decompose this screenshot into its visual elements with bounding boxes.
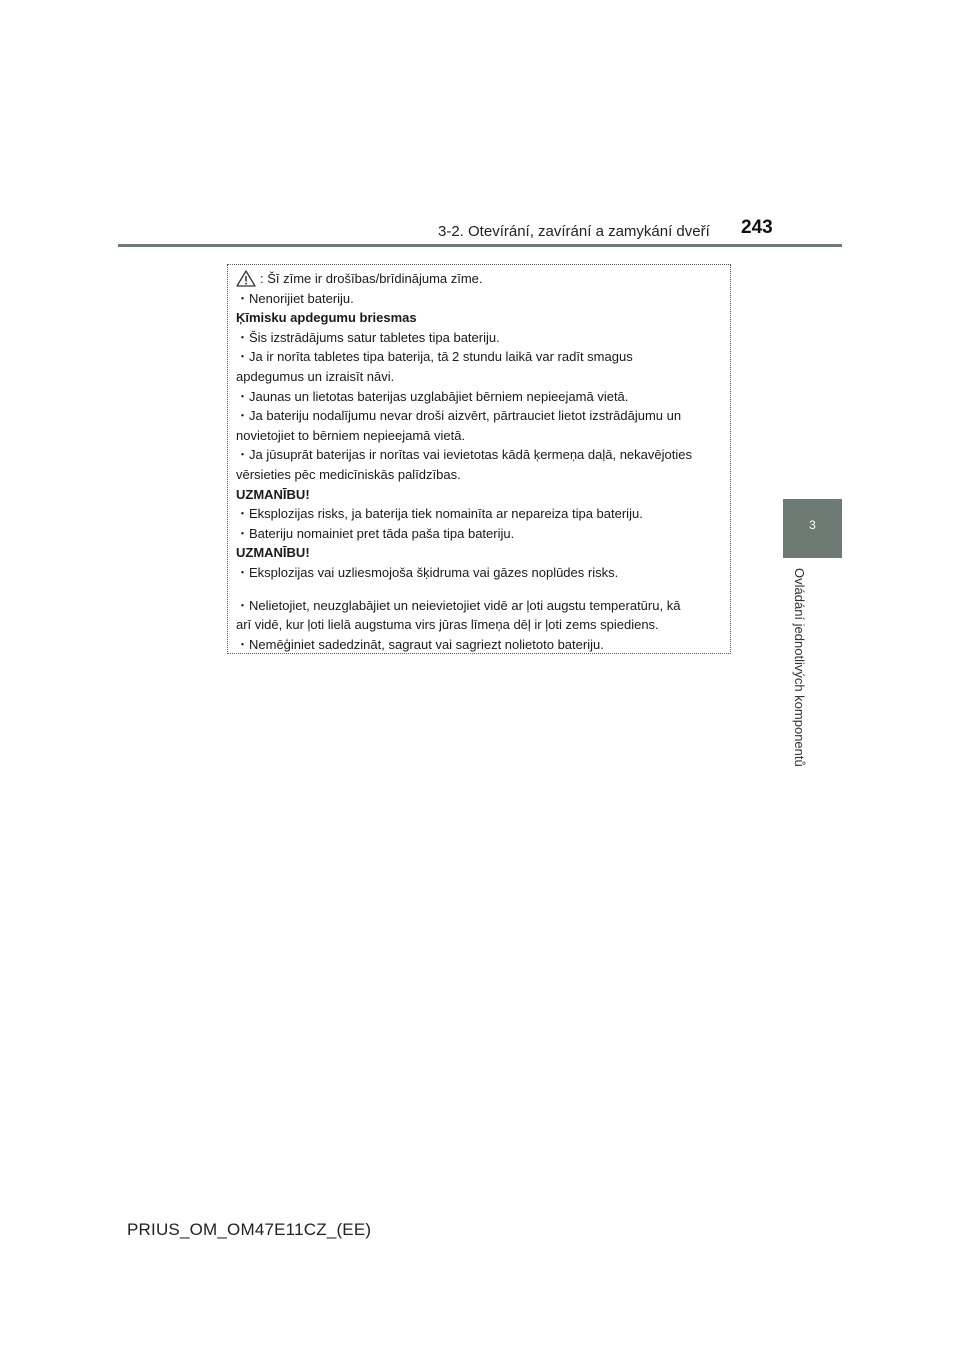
warning-line: arī vidē, kur ļoti lielā augstuma virs jūras līmeņa dēļ ir ļoti zems spiediens.: [236, 617, 659, 633]
warning-line: ・Bateriju nomainiet pret tāda paša tipa bateriju.: [236, 525, 515, 541]
warning-line: ・Jaunas un lietotas baterijas uzglabājiet bērniem nepieejamā vietā.: [236, 388, 629, 404]
warning-line: ・Ja bateriju nodalījumu nevar droši aizvērt, pārtrauciet lietot izstrādājumu un: [236, 408, 682, 424]
warning-line: ・Nelietojiet, neuzglabājiet un neievietojiet vidē ar ļoti augstu temperatūru, kā: [236, 597, 681, 613]
page-number: 243: [741, 217, 773, 238]
paragraph-gap: [236, 583, 722, 596]
warning-line: novietojiet to bērniem nepieejamā vietā.: [236, 427, 466, 443]
warning-sign-text: : Šī zīme ir drošības/brīdinājuma zīme.: [260, 271, 483, 286]
warning-line: ・Nenorijiet bateriju.: [236, 290, 354, 306]
warning-line: vērsieties pēc medicīniskās palīdzības.: [236, 466, 461, 482]
header-divider: [118, 244, 842, 247]
warning-line: apdegumus un izraisīt nāvi.: [236, 368, 395, 384]
chapter-tab: [783, 499, 842, 558]
warning-line: ・Eksplozijas vai uzliesmojoša šķidruma vai gāzes noplūdes risks.: [236, 564, 619, 580]
section-title: 3-2. Otevírání, zavírání a zamykání dveří: [438, 223, 710, 240]
warning-content: [236, 269, 722, 654]
warning-heading-chemical-burns: Ķīmisku apdegumu briesmas: [236, 310, 417, 326]
warning-line: ・Šis izstrādājums satur tabletes tipa bateriju.: [236, 329, 500, 345]
caution-heading: UZMANĪBU!: [236, 486, 310, 502]
document-code: PRIUS_OM_OM47E11CZ_(EE): [127, 1220, 372, 1239]
battery-warning-box: [227, 264, 731, 654]
caution-heading: UZMANĪBU!: [236, 545, 310, 561]
warning-line: ・Nemēģiniet sadedzināt, sagraut vai sagriezt nolietoto bateriju.: [236, 636, 604, 652]
warning-line: ・Ja ir norīta tabletes tipa baterija, tā 2 stundu laikā var radīt smagus: [236, 349, 633, 365]
chapter-number: 3: [809, 518, 816, 532]
warning-sign-line: [236, 269, 722, 289]
warning-line: ・Eksplozijas risks, ja baterija tiek nomainīta ar nepareiza tipa bateriju.: [236, 506, 643, 522]
warning-line: ・Ja jūsuprāt baterijas ir norītas vai ievietotas kādā ķermeņa daļā, nekavējoties: [236, 447, 692, 463]
chapter-label: Ovládání jednotlivých komponentů: [792, 568, 807, 767]
warning-triangle-icon: [236, 270, 256, 287]
